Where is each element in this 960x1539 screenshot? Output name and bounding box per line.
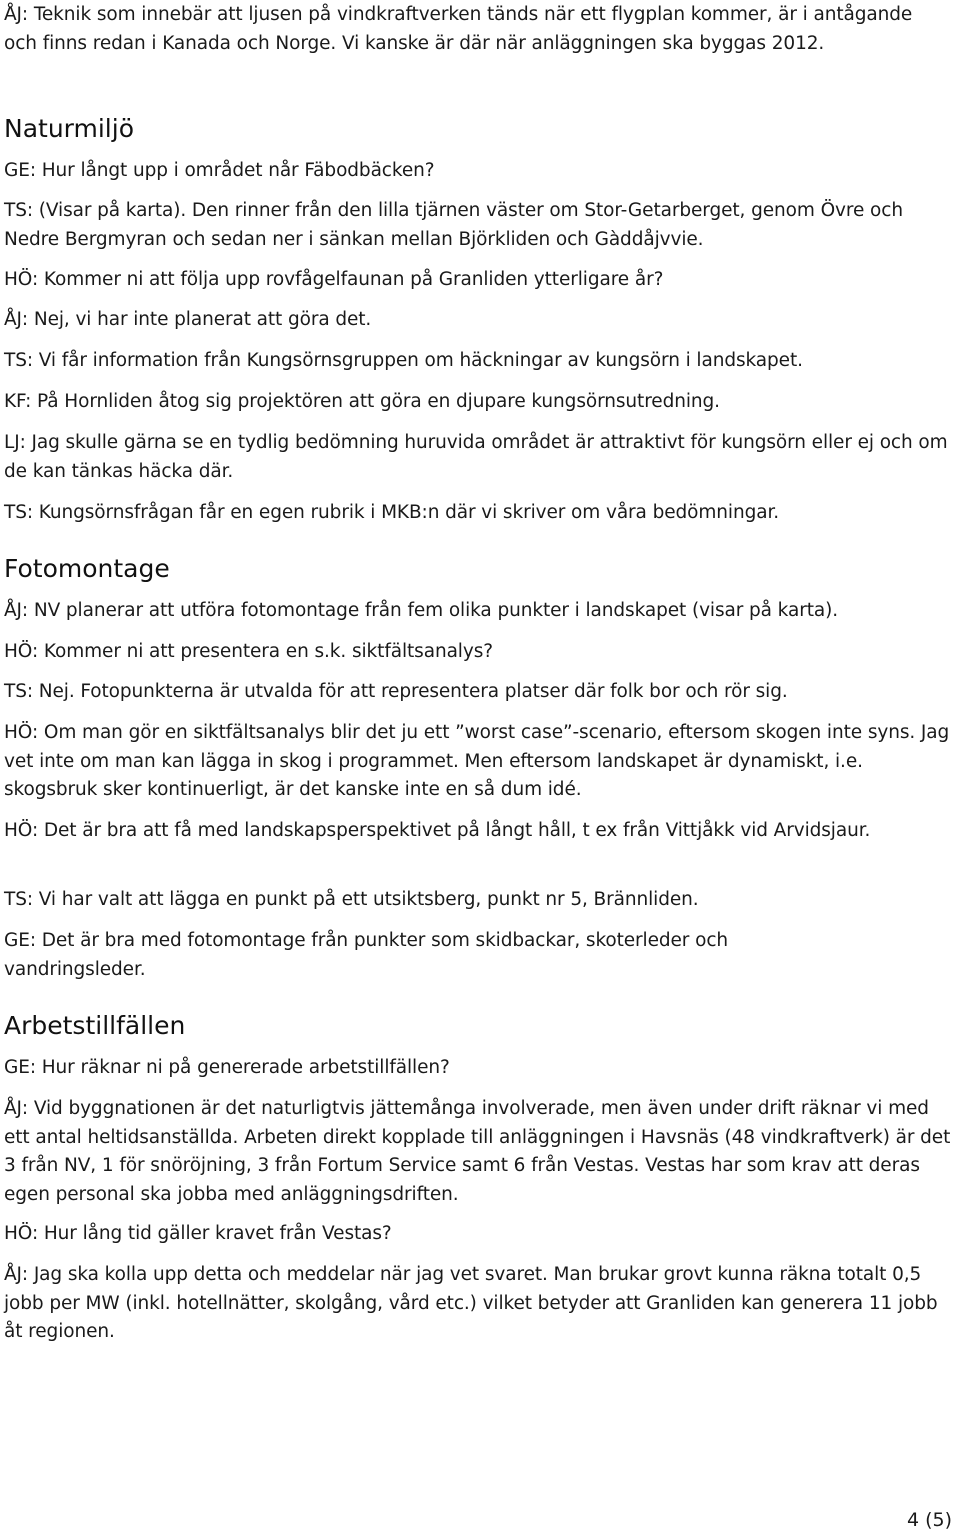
paragraph: TS: Nej. Fotopunkterna är utvalda för att representera platser där folk bor och rör sig. <box>4 681 788 702</box>
paragraph: ÅJ: Teknik som innebär att ljusen på vindkraftverken tänds när ett flygplan kommer, är i antågande och finns redan i Kanada och Norge. Vi kanske är där när anläggningen ska byggas 2012. <box>4 4 913 54</box>
paragraph: ÅJ: Nej, vi har inte planerat att göra det. <box>4 309 372 330</box>
section-heading-naturmiljo: Naturmiljö <box>4 114 134 143</box>
page-number: 4 (5) <box>906 1509 952 1531</box>
paragraph: KF: På Hornliden åtog sig projektören att göra en djupare kungsörnsutredning. <box>4 391 720 412</box>
section-heading-arbetstillfallen: Arbetstillfällen <box>4 1011 186 1040</box>
paragraph: LJ: Jag skulle gärna se en tydlig bedömning huruvida området är attraktivt för kungsörn eller ej och om de kan tänkas häcka där. <box>4 432 948 482</box>
paragraph: HÖ: Hur lång tid gäller kravet från Vestas? <box>4 1223 392 1244</box>
paragraph: ÅJ: NV planerar att utföra fotomontage från fem olika punkter i landskapet (visar på karta). <box>4 600 839 621</box>
paragraph: HÖ: Det är bra att få med landskapsperspektivet på långt håll, t ex från Vittjåkk vid Arvidsjaur. <box>4 820 871 841</box>
paragraph: ÅJ: Vid byggnationen är det naturligtvis jättemånga involverade, men även under drift räknar vi med ett antal heltidsanställda. Arbeten direkt kopplade till anläggningen i Havsnäs (48 vindkraftverk) är det 3 från NV, 1 för snöröjning, 3 från Fortum Service samt 6 från Vestas. Vestas har som krav att deras egen personal ska jobba med anläggningsdriften. <box>4 1098 951 1205</box>
paragraph: GE: Det är bra med fotomontage från punkter som skidbackar, skoterleder och vandringsleder. <box>4 930 729 980</box>
section-heading-fotomontage: Fotomontage <box>4 554 170 583</box>
paragraph: TS: Kungsörnsfrågan får en egen rubrik i MKB:n där vi skriver om våra bedömningar. <box>4 502 780 523</box>
paragraph: GE: Hur räknar ni på genererade arbetstillfällen? <box>4 1057 450 1078</box>
paragraph: TS: Vi får information från Kungsörnsgruppen om häckningar av kungsörn i landskapet. <box>4 350 803 371</box>
paragraph: TS: (Visar på karta). Den rinner från den lilla tjärnen väster om Stor-Getarberget, genom Övre och Nedre Bergmyran och sedan ner i sänkan mellan Björkliden och Gàddåjvvie. <box>4 200 903 250</box>
paragraph: GE: Hur långt upp i området når Fäbodbäcken? <box>4 160 435 181</box>
paragraph: TS: Vi har valt att lägga en punkt på ett utsiktsberg, punkt nr 5, Brännliden. <box>4 889 699 910</box>
paragraph: HÖ: Kommer ni att följa upp rovfågelfaunan på Granliden ytterligare år? <box>4 269 664 290</box>
paragraph: HÖ: Kommer ni att presentera en s.k. siktfältsanalys? <box>4 641 493 662</box>
paragraph: HÖ: Om man gör en siktfältsanalys blir det ju ett ”worst case”-scenario, eftersom skogen inte syns. Jag vet inte om man kan lägga in skog i programmet. Men eftersom landskapet är dynamiskt, i.e. skogsbruk sker kontinuerligt, är det kanske inte en så dum idé. <box>4 722 950 800</box>
paragraph: ÅJ: Jag ska kolla upp detta och meddelar när jag vet svaret. Man brukar grovt kunna räkna totalt 0,5 jobb per MW (inkl. hotellnätter, skolgång, vård etc.) vilket betyder att Granliden kan generera 11 jobb åt regionen. <box>4 1264 938 1342</box>
